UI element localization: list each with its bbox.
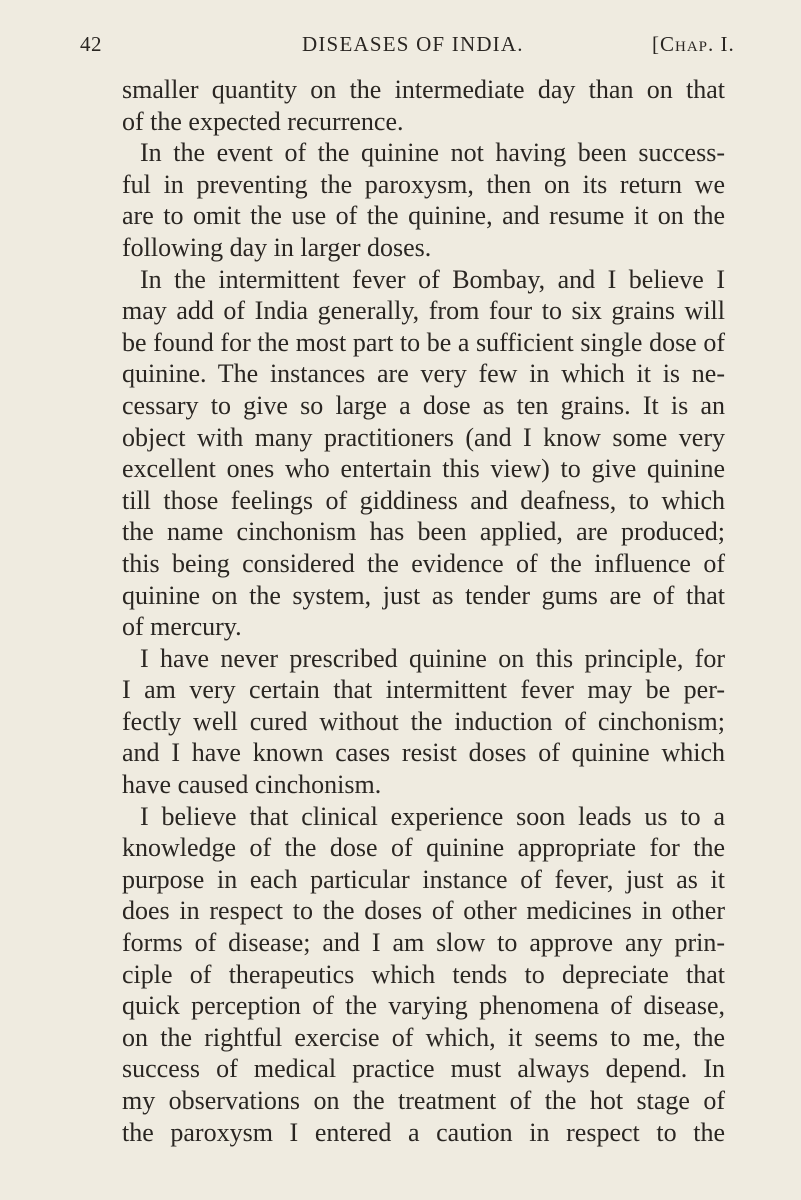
text-line: ciple of therapeutics which tends to depreciate that: [122, 959, 725, 989]
text-line: of the expected recurrence.: [122, 106, 404, 136]
text-line: till those feelings of giddiness and deafness, to which: [122, 485, 725, 515]
text-line: have caused cinchonism.: [122, 770, 382, 800]
text-line: may add of India generally, from four to six grains will: [122, 296, 725, 326]
text-line: the paroxysm I entered a caution in respect to the: [122, 1117, 725, 1147]
text-line: excellent ones who entertain this view) to give quinine: [122, 454, 725, 484]
text-line: quick perception of the varying phenomena of disease,: [122, 991, 725, 1021]
text-line: fectly well cured without the induction of cinchonism;: [122, 706, 725, 736]
text-line: I have never prescribed quinine on this principle, for: [140, 643, 725, 673]
body-text: [122, 74, 725, 1148]
text-line: purpose in each particular instance of fever, just as it: [122, 864, 725, 894]
text-line: In the intermittent fever of Bombay, and I believe I: [140, 264, 725, 294]
text-line: of mercury.: [122, 612, 242, 642]
text-line: success of medical practice must always depend. In: [122, 1054, 725, 1084]
running-head: [0, 32, 801, 60]
text-line: the name cinchonism has been applied, are produced;: [122, 517, 725, 547]
text-line: ful in preventing the paroxysm, then on its return we: [122, 169, 725, 199]
text-line: are to omit the use of the quinine, and resume it on the: [122, 201, 725, 231]
text-line: does in respect to the doses of other medicines in other: [122, 896, 725, 926]
text-line: object with many practitioners (and I know some very: [122, 422, 725, 452]
text-line: my observations on the treatment of the hot stage of: [122, 1086, 725, 1115]
text-line: forms of disease; and I am slow to approve any prin-: [122, 928, 725, 958]
text-line: quinine. The instances are very few in which it is ne-: [122, 359, 725, 389]
text-line: following day in larger doses.: [122, 232, 432, 262]
text-line: I believe that clinical experience soon leads us to a: [140, 801, 725, 831]
chapter-mark: [Chap. I.: [652, 32, 735, 56]
text-line: this being considered the evidence of the influence of: [122, 548, 725, 578]
text-line: be found for the most part to be a sufficient single dose of: [122, 327, 725, 357]
running-title: DISEASES OF INDIA.: [302, 32, 524, 56]
text-line: knowledge of the dose of quinine appropriate for the: [122, 833, 725, 863]
page-number: 42: [80, 32, 102, 56]
text-line: cessary to give so large a dose as ten grains. It is an: [122, 390, 725, 420]
text-line: I am very certain that intermittent fever may be per-: [122, 675, 725, 705]
text-line: and I have known cases resist doses of quinine which: [122, 738, 725, 768]
text-line: smaller quantity on the intermediate day than on that: [122, 75, 725, 104]
text-line: quinine on the system, just as tender gums are of that: [122, 580, 725, 610]
text-line: on the rightful exercise of which, it seems to me, the: [122, 1022, 725, 1052]
text-line: In the event of the quinine not having been success-: [140, 138, 725, 168]
